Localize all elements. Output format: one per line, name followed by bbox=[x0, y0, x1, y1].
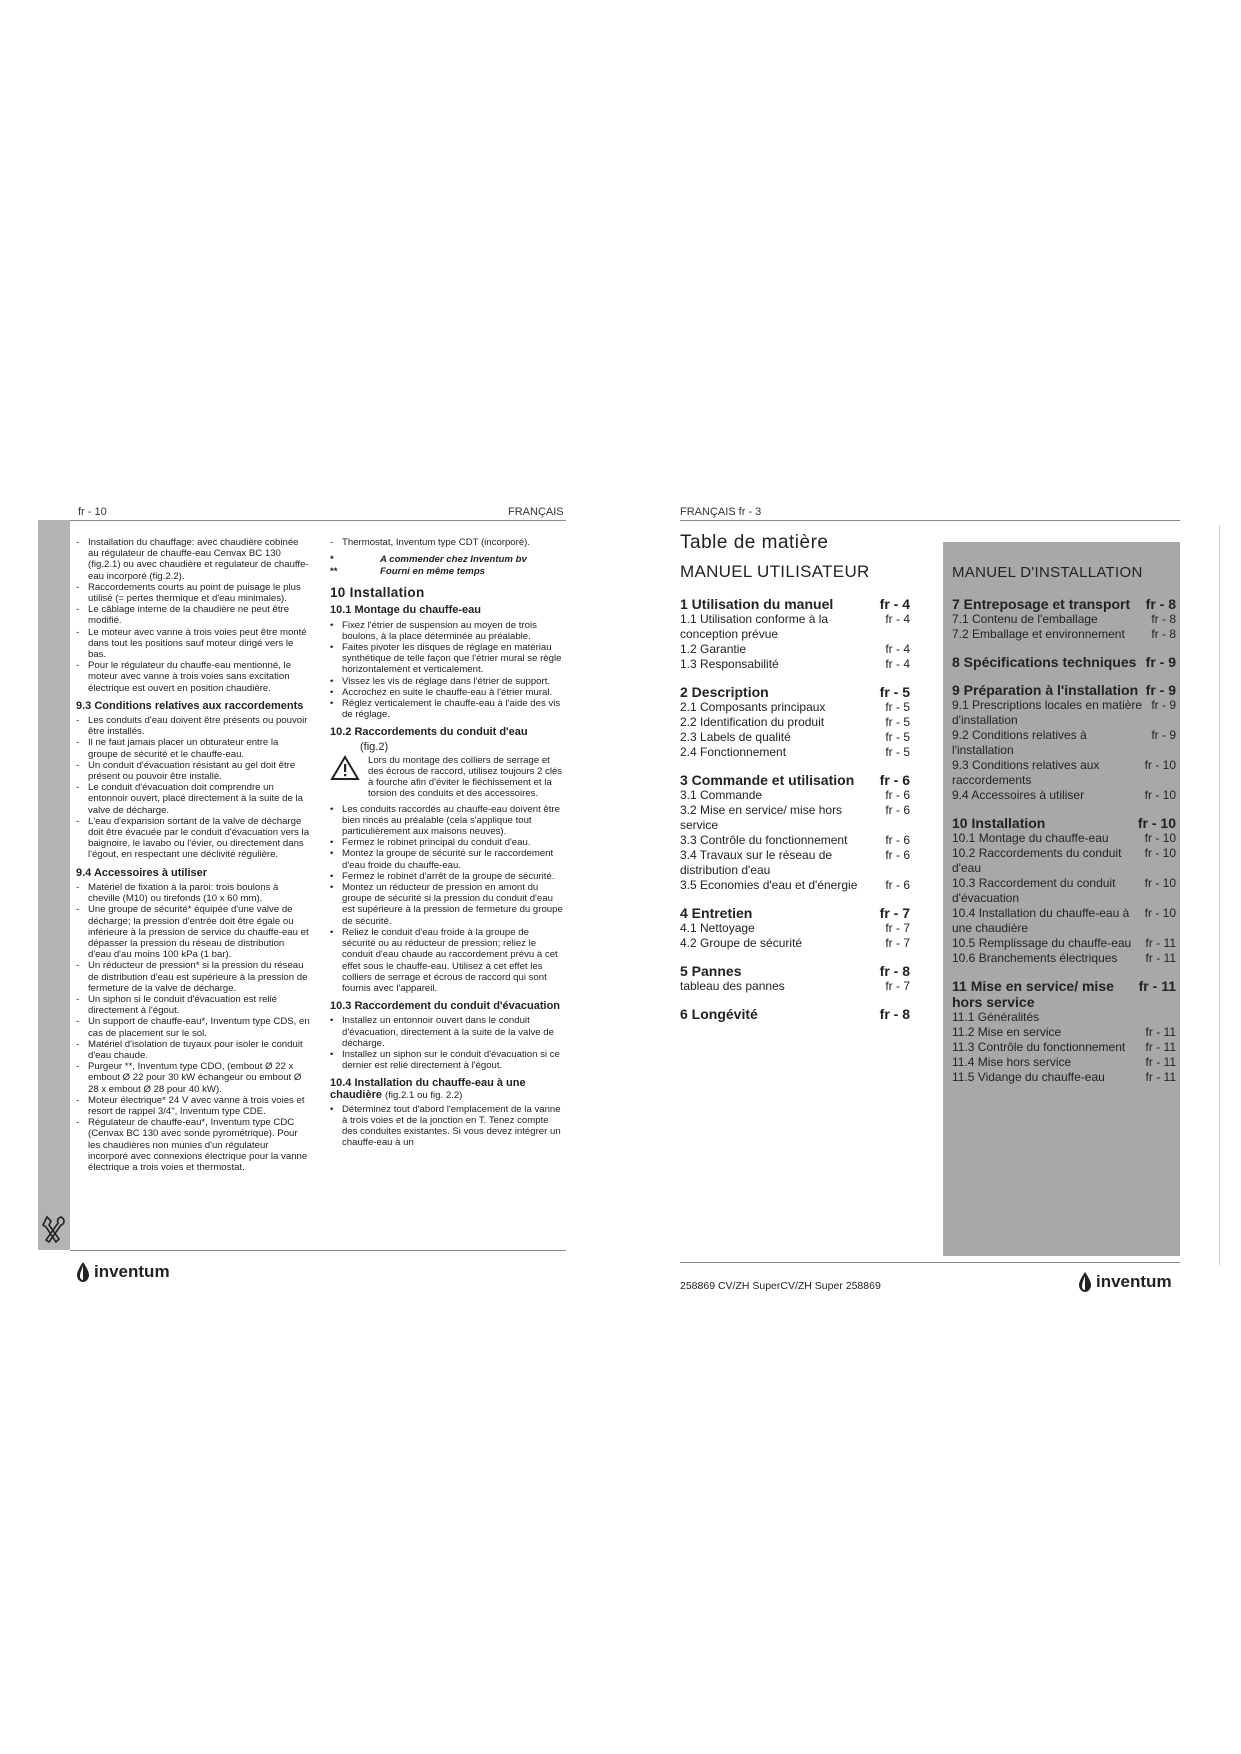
list-item: - Il ne faut jamais placer un obturateur entre la groupe de sécurité et le chauffe-eau. bbox=[76, 737, 310, 759]
toc-group bbox=[680, 1006, 910, 1022]
section-10-2-fig: (fig.2) bbox=[360, 740, 389, 753]
tools-icon bbox=[41, 1215, 67, 1245]
toc-entry-title: 11.5 Vidange du chauffe-eau bbox=[952, 1070, 1105, 1084]
toc-entry[interactable] bbox=[952, 1070, 1176, 1085]
toc-entry[interactable] bbox=[952, 846, 1176, 876]
section-10-4-bullets bbox=[330, 1104, 564, 1149]
toc-entry[interactable] bbox=[680, 803, 910, 833]
toc-entry[interactable] bbox=[952, 1025, 1176, 1040]
toc-chapter-title: 6 Longévité bbox=[680, 1006, 758, 1022]
toc-group bbox=[680, 596, 910, 672]
toc-entry-page: fr - 11 bbox=[1145, 1070, 1176, 1084]
toc-entry[interactable] bbox=[952, 951, 1176, 966]
list-item: - Purgeur **, Inventum type CDO, (embout Ø 22 x embout Ø 22 pour 30 kW échangeur ou embout Ø 28 x embout Ø 28 pour 40 kW). bbox=[76, 1061, 310, 1095]
toc-entry-title: 11.3 Contrôle du fonctionnement bbox=[952, 1040, 1126, 1054]
toc-chapter-page: fr - 5 bbox=[879, 684, 910, 700]
toc-chapter-page: fr - 11 bbox=[1138, 978, 1176, 994]
left-column-2 bbox=[330, 537, 564, 1149]
toc-entry[interactable] bbox=[680, 979, 910, 994]
list-item: • Vissez les vis de réglage dans l'étrier de support. bbox=[330, 676, 564, 687]
list-item: • Fermez le robinet d'arrêt de la groupe de sécurité. bbox=[330, 871, 564, 882]
toc-entry-page: fr - 5 bbox=[885, 700, 910, 714]
left-page-number: fr - 10 bbox=[78, 506, 107, 518]
toc-entry-title: 3.2 Mise en service/ mise hors service bbox=[680, 803, 843, 832]
inventum-drop-icon bbox=[76, 1262, 90, 1282]
toc-entry-page: fr - 8 bbox=[1151, 612, 1176, 626]
toc-group bbox=[952, 596, 1176, 642]
logo-text: inventum bbox=[1096, 1272, 1172, 1291]
toc-chapter[interactable] bbox=[680, 596, 910, 612]
toc-entry-title: 2.1 Composants principaux bbox=[680, 700, 826, 714]
toc-entry[interactable] bbox=[680, 642, 910, 657]
toc-entry-page: fr - 7 bbox=[885, 979, 910, 993]
right-page-header: FRANÇAIS fr - 3 bbox=[680, 506, 762, 518]
section-10-title: 10 Installation bbox=[330, 585, 425, 601]
toc-entry-page: fr - 7 bbox=[885, 921, 910, 935]
toc-chapter[interactable] bbox=[952, 978, 1176, 1010]
list-item: - Régulateur de chauffe-eau*, Inventum type CDC (Cenvax BC 130 avec sonde pyrométrique). Pour les chaudières non munies d'un régulateur incorporé avec connexions électrique pour la vanne électrique a trois voies et thermostat. bbox=[76, 1117, 310, 1173]
toc-entry[interactable] bbox=[952, 1010, 1176, 1025]
list-item: • Fermez le robinet principal du conduit d'eau. bbox=[330, 837, 564, 848]
toc-entry-title: 11.1 Généralités bbox=[952, 1010, 1040, 1024]
section-10-1-bullets bbox=[330, 620, 564, 721]
list-item: - Une groupe de sécurité* équipée d'une valve de décharge; la pression d'entrée doit être égale ou inférieure à la pression de service du chauffe-eau et dépasser la pression du réseau de distribution d'eau d'au moins 100 kPa (1 bar). bbox=[76, 904, 310, 960]
toc-entry[interactable] bbox=[680, 730, 910, 745]
footnote-text: Fourni en même temps bbox=[380, 566, 486, 578]
toc-chapter-title: 7 Entreposage et transport bbox=[952, 596, 1131, 612]
section-9-4-bullets bbox=[76, 882, 310, 1173]
toc-entry[interactable] bbox=[952, 627, 1176, 642]
toc-group bbox=[952, 654, 1176, 670]
toc-entry-title: 10.6 Branchements électriques bbox=[952, 951, 1118, 965]
toc-chapter[interactable] bbox=[680, 905, 910, 921]
toc-group bbox=[952, 682, 1176, 803]
toc-entry[interactable] bbox=[952, 936, 1176, 951]
list-item: - Les conduits d'eau doivent être présents ou pouvoir être installés. bbox=[76, 715, 310, 737]
toc-chapter-title: 9 Préparation à l'installation bbox=[952, 682, 1139, 698]
logo-text: inventum bbox=[94, 1262, 170, 1281]
section-10-4-title bbox=[330, 1078, 564, 1100]
toc-group bbox=[952, 978, 1176, 1085]
footnote-2 bbox=[330, 566, 564, 578]
list-item: - Un siphon si le conduit d'évacuation est relié directement à l'égout. bbox=[76, 994, 310, 1016]
toc-entry-page: fr - 5 bbox=[885, 730, 910, 744]
list-item: • Déterminez tout d'abord l'emplacement de la vanne à trois voies et de la jonction en T. Tenez compte des conduites existantes. Si vous devez intégrer un chauffe-eau à un bbox=[330, 1104, 564, 1149]
toc-chapter-page: fr - 8 bbox=[1145, 596, 1176, 612]
toc-entry-page: fr - 11 bbox=[1145, 951, 1176, 965]
list-item: • Réglez verticalement le chauffe-eau à l'aide des vis de réglage. bbox=[330, 698, 564, 720]
toc-entry-page: fr - 7 bbox=[885, 936, 910, 950]
right-footer-rule bbox=[680, 1262, 1180, 1263]
toc-entry-page: fr - 8 bbox=[1151, 627, 1176, 641]
section-10-3-bullets bbox=[330, 1015, 564, 1071]
right-header-rule bbox=[680, 520, 1180, 521]
user-toc bbox=[680, 596, 910, 1034]
list-item: - Un réducteur de pression* si la pression du réseau de distribution d'eau est supérieure à la pression de fermeture de la valve de décharge. bbox=[76, 960, 310, 994]
section-10-1-title: 10.1 Montage du chauffe-eau bbox=[330, 604, 481, 617]
list-item: - Installation du chauffage: avec chaudière cobinée au régulateur de chauffe-eau Cenvax BC 130 (fig.2.1) ou avec chaudière et regulateur de chauffe-eau incorporé (fig.2.2). bbox=[76, 537, 310, 582]
toc-group bbox=[952, 815, 1176, 966]
toc-chapter-page: fr - 9 bbox=[1145, 654, 1176, 670]
toc-entry[interactable] bbox=[952, 831, 1176, 846]
footnote-1 bbox=[330, 554, 564, 566]
toc-chapter-page: fr - 6 bbox=[879, 772, 910, 788]
toc-entry-title: 3.5 Economies d'eau et d'énergie bbox=[680, 878, 858, 892]
toc-chapter[interactable] bbox=[680, 963, 910, 979]
toc-entry-title: 4.2 Groupe de sécurité bbox=[680, 936, 803, 950]
toc-entry-page: fr - 6 bbox=[885, 803, 910, 817]
left-column-1 bbox=[76, 537, 310, 1173]
document-id: 258869 CV/ZH SuperCV/ZH Super 258869 bbox=[680, 1280, 881, 1292]
toc-chapter[interactable] bbox=[680, 684, 910, 700]
list-item: - Un conduit d'évacuation résistant au gel doit être présent ou pouvoir être installé. bbox=[76, 760, 310, 782]
toc-entry-title: 10.4 Installation du chauffe-eau à une chaudière bbox=[952, 906, 1130, 935]
toc-entry[interactable] bbox=[680, 878, 910, 893]
toc-entry-title: 3.3 Contrôle du fonctionnement bbox=[680, 833, 848, 847]
left-header-rule bbox=[70, 520, 566, 521]
toc-entry-title: 2.4 Fonctionnement bbox=[680, 745, 787, 759]
section-10-2-bullets bbox=[330, 804, 564, 994]
thermostat-bullet bbox=[330, 537, 564, 548]
toc-entry-title: 7.2 Emballage et environnement bbox=[952, 627, 1125, 641]
toc-chapter-page: fr - 9 bbox=[1145, 682, 1176, 698]
list-item: - Moteur électrique* 24 V avec vanne à trois voies et resort de rappel 3/4", Inventum type CDE. bbox=[76, 1095, 310, 1117]
toc-entry-page: fr - 4 bbox=[885, 642, 910, 656]
toc-entry[interactable] bbox=[680, 921, 910, 936]
toc-entry[interactable] bbox=[952, 612, 1176, 627]
toc-entry-page: fr - 6 bbox=[885, 788, 910, 802]
toc-entry[interactable] bbox=[680, 715, 910, 730]
toc-entry-title: 10.5 Remplissage du chauffe-eau bbox=[952, 936, 1132, 950]
toc-entry-page: fr - 9 bbox=[1151, 728, 1176, 742]
toc-entry-page: fr - 10 bbox=[1144, 876, 1176, 890]
toc-title: Table de matière bbox=[680, 532, 829, 553]
toc-entry-title: 2.3 Labels de qualité bbox=[680, 730, 791, 744]
toc-entry-page bbox=[1170, 1010, 1176, 1025]
toc-entry-page: fr - 11 bbox=[1145, 1025, 1176, 1039]
list-item: - Le moteur avec vanne à trois voies peut être monté dans tout les positions sauf moteur dirigé vers le bas. bbox=[76, 627, 310, 661]
toc-chapter-title: 1 Utilisation du manuel bbox=[680, 596, 834, 612]
toc-entry-page: fr - 5 bbox=[885, 715, 910, 729]
toc-group bbox=[680, 905, 910, 951]
toc-entry-title: 11.4 Mise hors service bbox=[952, 1055, 1072, 1069]
toc-entry-page: fr - 11 bbox=[1145, 936, 1176, 950]
list-item: - Matériel d'isolation de tuyaux pour isoler le conduit d'eau chaude. bbox=[76, 1039, 310, 1061]
toc-chapter-title: 5 Pannes bbox=[680, 963, 742, 979]
toc-entry-page: fr - 11 bbox=[1145, 1055, 1176, 1069]
warning-text: Lors du montage des colliers de serrage et des écrous de raccord, utilisez toujours 2 clés à fourche afin d'éviter le fléchissement et la torsion des conduits et des accessoires. bbox=[368, 754, 563, 800]
toc-entry[interactable] bbox=[952, 728, 1176, 758]
section-9-3-bullets bbox=[76, 715, 310, 861]
left-page-language: FRANÇAIS bbox=[508, 506, 564, 518]
toc-entry-title: 10.3 Raccordement du conduit d'évacuation bbox=[952, 876, 1116, 905]
list-item: • Les conduits raccordés au chauffe-eau doivent être bien rincés au préalable (cela s'applique tout particulièrement aux maisons neuves). bbox=[330, 804, 564, 838]
toc-entry-page: fr - 4 bbox=[885, 612, 910, 626]
toc-chapter[interactable] bbox=[952, 654, 1176, 670]
footnote-mark: ** bbox=[330, 566, 338, 578]
toc-chapter-title: 2 Description bbox=[680, 684, 769, 700]
list-item: - Raccordements courts au point de puisage le plus utilisé (= pertes thermique et d'eau minimales). bbox=[76, 582, 310, 604]
toc-entry-title: 9.3 Conditions relatives aux raccordements bbox=[952, 758, 1100, 787]
toc-entry[interactable] bbox=[952, 788, 1176, 803]
list-item: • Montez la groupe de sécurité sur le raccordement d'eau froide du chauffe-eau. bbox=[330, 848, 564, 870]
user-manual-heading: MANUEL UTILISATEUR bbox=[680, 562, 870, 581]
toc-entry-page: fr - 5 bbox=[885, 745, 910, 759]
toc-entry-title: 9.1 Prescriptions locales en matière d'installation bbox=[952, 698, 1143, 727]
warning-box bbox=[330, 755, 564, 800]
toc-entry[interactable] bbox=[680, 936, 910, 951]
inventum-drop-icon bbox=[1078, 1272, 1092, 1292]
toc-chapter-page: fr - 4 bbox=[879, 596, 910, 612]
toc-entry[interactable] bbox=[952, 876, 1176, 906]
toc-entry[interactable] bbox=[952, 758, 1176, 788]
toc-chapter-page: fr - 7 bbox=[879, 905, 910, 921]
toc-entry[interactable] bbox=[680, 745, 910, 760]
toc-entry-title: 10.1 Montage du chauffe-eau bbox=[952, 831, 1109, 845]
toc-entry-page: fr - 10 bbox=[1144, 758, 1176, 772]
toc-chapter-title: 8 Spécifications techniques bbox=[952, 654, 1137, 670]
toc-entry[interactable] bbox=[952, 1055, 1176, 1070]
toc-chapter[interactable] bbox=[680, 772, 910, 788]
list-item: - Un support de chauffe-eau*, Inventum type CDS, en cas de placement sur le sol. bbox=[76, 1016, 310, 1038]
list-item: - Le câblage interne de la chaudière ne peut être modifié. bbox=[76, 604, 310, 626]
toc-chapter-page: fr - 8 bbox=[879, 963, 910, 979]
toc-chapter[interactable] bbox=[952, 815, 1176, 831]
right-logo bbox=[1078, 1272, 1172, 1292]
list-item: • Installez un entonnoir ouvert dans le conduit d'évacuation, directement à la suite de la valve de décharge. bbox=[330, 1015, 564, 1049]
footnotes bbox=[330, 554, 564, 578]
section-9-3-title: 9.3 Conditions relatives aux raccordements bbox=[76, 699, 304, 712]
list-item: • Fixez l'étrier de suspension au moyen de trois boulons, à la place déterminée au préalable. bbox=[330, 620, 564, 642]
install-toc bbox=[952, 596, 1176, 1097]
section-10-4-heading: 10.4 Installation du chauffe-eau à une chaudière bbox=[330, 1077, 526, 1101]
toc-entry-page: fr - 10 bbox=[1144, 788, 1176, 802]
toc-entry-title: 10.2 Raccordements du conduit d'eau bbox=[952, 846, 1122, 875]
page-edge bbox=[1219, 525, 1220, 1265]
toc-chapter-page: fr - 10 bbox=[1137, 815, 1176, 831]
list-item: • Accrochez en suite le chauffe-eau à l'étrier mural. bbox=[330, 687, 564, 698]
toc-entry[interactable] bbox=[680, 612, 910, 642]
toc-entry-page: fr - 4 bbox=[885, 657, 910, 671]
toc-chapter-page: fr - 8 bbox=[879, 1006, 910, 1022]
section-10-3-title: 10.3 Raccordement du conduit d'évacuation bbox=[330, 1000, 561, 1013]
footnote-text: A commender chez Inventum bv bbox=[380, 554, 527, 566]
list-item: - Le conduit d'évacuation doit comprendre un entonnoir ouvert, placé directement à la suite de la valve de décharge. bbox=[76, 782, 310, 816]
toc-entry-page: fr - 6 bbox=[885, 848, 910, 862]
toc-chapter[interactable] bbox=[952, 596, 1176, 612]
list-item: - Pour le régulateur du chauffe-eau mentionné, le moteur avec vanne à trois voies sans excitation électrique est ouvert en position chaudière. bbox=[76, 660, 310, 694]
toc-entry-page: fr - 6 bbox=[885, 833, 910, 847]
list-item: • Installez un siphon sur le conduit d'évacuation si ce dernier est relié directement à l'égout. bbox=[330, 1049, 564, 1071]
toc-chapter-title: 3 Commande et utilisation bbox=[680, 772, 855, 788]
toc-entry-title: 4.1 Nettoyage bbox=[680, 921, 755, 935]
toc-entry-page: fr - 9 bbox=[1151, 698, 1176, 712]
toc-chapter-title: 10 Installation bbox=[952, 815, 1046, 831]
toc-group bbox=[680, 963, 910, 994]
toc-entry-title: 9.4 Accessoires à utiliser bbox=[952, 788, 1085, 802]
toc-group bbox=[680, 684, 910, 760]
toc-entry[interactable] bbox=[680, 833, 910, 848]
section-9-4-title: 9.4 Accessoires à utiliser bbox=[76, 866, 208, 879]
toc-entry-page: fr - 6 bbox=[885, 878, 910, 892]
section-10-4-fig: (fig.2.1 ou fig. 2.2) bbox=[385, 1089, 463, 1101]
list-item: - Thermostat, Inventum type CDT (incorporé). bbox=[330, 537, 564, 548]
toc-entry[interactable] bbox=[952, 698, 1176, 728]
toc-chapter-title: 4 Entretien bbox=[680, 905, 753, 921]
list-item: • Montez un réducteur de pression en amont du groupe de sécurité si la pression du conduit d'eau est supérieure à la pression de fermeture du groupe de sécurité. bbox=[330, 882, 564, 927]
toc-group bbox=[680, 772, 910, 893]
list-item: - Matériel de fixation à la paroi: trois boulons à cheville (M10) ou tirefonds (10 x 60 mm). bbox=[76, 882, 310, 904]
section-10-2-title: 10.2 Raccordements du conduit d'eau bbox=[330, 726, 528, 739]
toc-entry-title: 9.2 Conditions relatives à l'installation bbox=[952, 728, 1087, 757]
list-item: • Faites pivoter les disques de réglage en matériau synthétique de telle façon que l'étrier mural se règle horizontalement et verticalement. bbox=[330, 642, 564, 676]
toc-entry-title: 11.2 Mise en service bbox=[952, 1025, 1062, 1039]
toc-chapter[interactable] bbox=[952, 682, 1176, 698]
toc-entry[interactable] bbox=[680, 848, 910, 878]
toc-chapter-title: 11 Mise en service/ mise hors service bbox=[952, 978, 1114, 1010]
toc-entry-title: tableau des pannes bbox=[680, 979, 785, 993]
toc-entry-title: 3.1 Commande bbox=[680, 788, 763, 802]
footnote-mark: * bbox=[330, 554, 334, 566]
list-item: - L'eau d'expansion sortant de la valve de décharge doit être évacuée par le conduit d'évacuation vers la baignoire, le lavabo ou l'évier, ou directement dans l'égout, en respectant une déclivité régulière. bbox=[76, 816, 310, 861]
sidebar-bar bbox=[38, 520, 70, 1250]
left-logo bbox=[76, 1262, 170, 1282]
toc-entry[interactable] bbox=[680, 788, 910, 803]
toc-entry-page: fr - 10 bbox=[1144, 906, 1176, 920]
toc-entry-page: fr - 11 bbox=[1145, 1040, 1176, 1054]
toc-entry[interactable] bbox=[952, 1040, 1176, 1055]
list-item: • Reliez le conduit d'eau froide à la groupe de sécurité ou au réducteur de pression; reliez le conduit d'eau chaude au raccordement prévu à cet effet sous le chauffe-eau. Utilisez à cet effet les colliers de serrage et écrous de raccord qui sont fournis avec l'appareil. bbox=[330, 927, 564, 994]
toc-entry[interactable] bbox=[680, 700, 910, 715]
install-bullets bbox=[76, 537, 310, 694]
toc-entry[interactable] bbox=[680, 657, 910, 672]
toc-entry-title: 1.2 Garantie bbox=[680, 642, 747, 656]
toc-entry[interactable] bbox=[952, 906, 1176, 936]
install-manual-heading: MANUEL D'INSTALLATION bbox=[952, 564, 1143, 581]
left-footer-rule bbox=[70, 1250, 566, 1251]
toc-entry-title: 1.3 Responsabilité bbox=[680, 657, 779, 671]
toc-entry-title: 1.1 Utilisation conforme à la conception prévue bbox=[680, 612, 829, 641]
warning-icon bbox=[330, 755, 360, 781]
toc-chapter[interactable] bbox=[680, 1006, 910, 1022]
toc-entry-page: fr - 10 bbox=[1144, 831, 1176, 845]
toc-entry-title: 7.1 Contenu de l'emballage bbox=[952, 612, 1098, 626]
toc-entry-page: fr - 10 bbox=[1144, 846, 1176, 860]
toc-entry-title: 3.4 Travaux sur le réseau de distribution d'eau bbox=[680, 848, 833, 877]
toc-entry-title: 2.2 Identification du produit bbox=[680, 715, 825, 729]
